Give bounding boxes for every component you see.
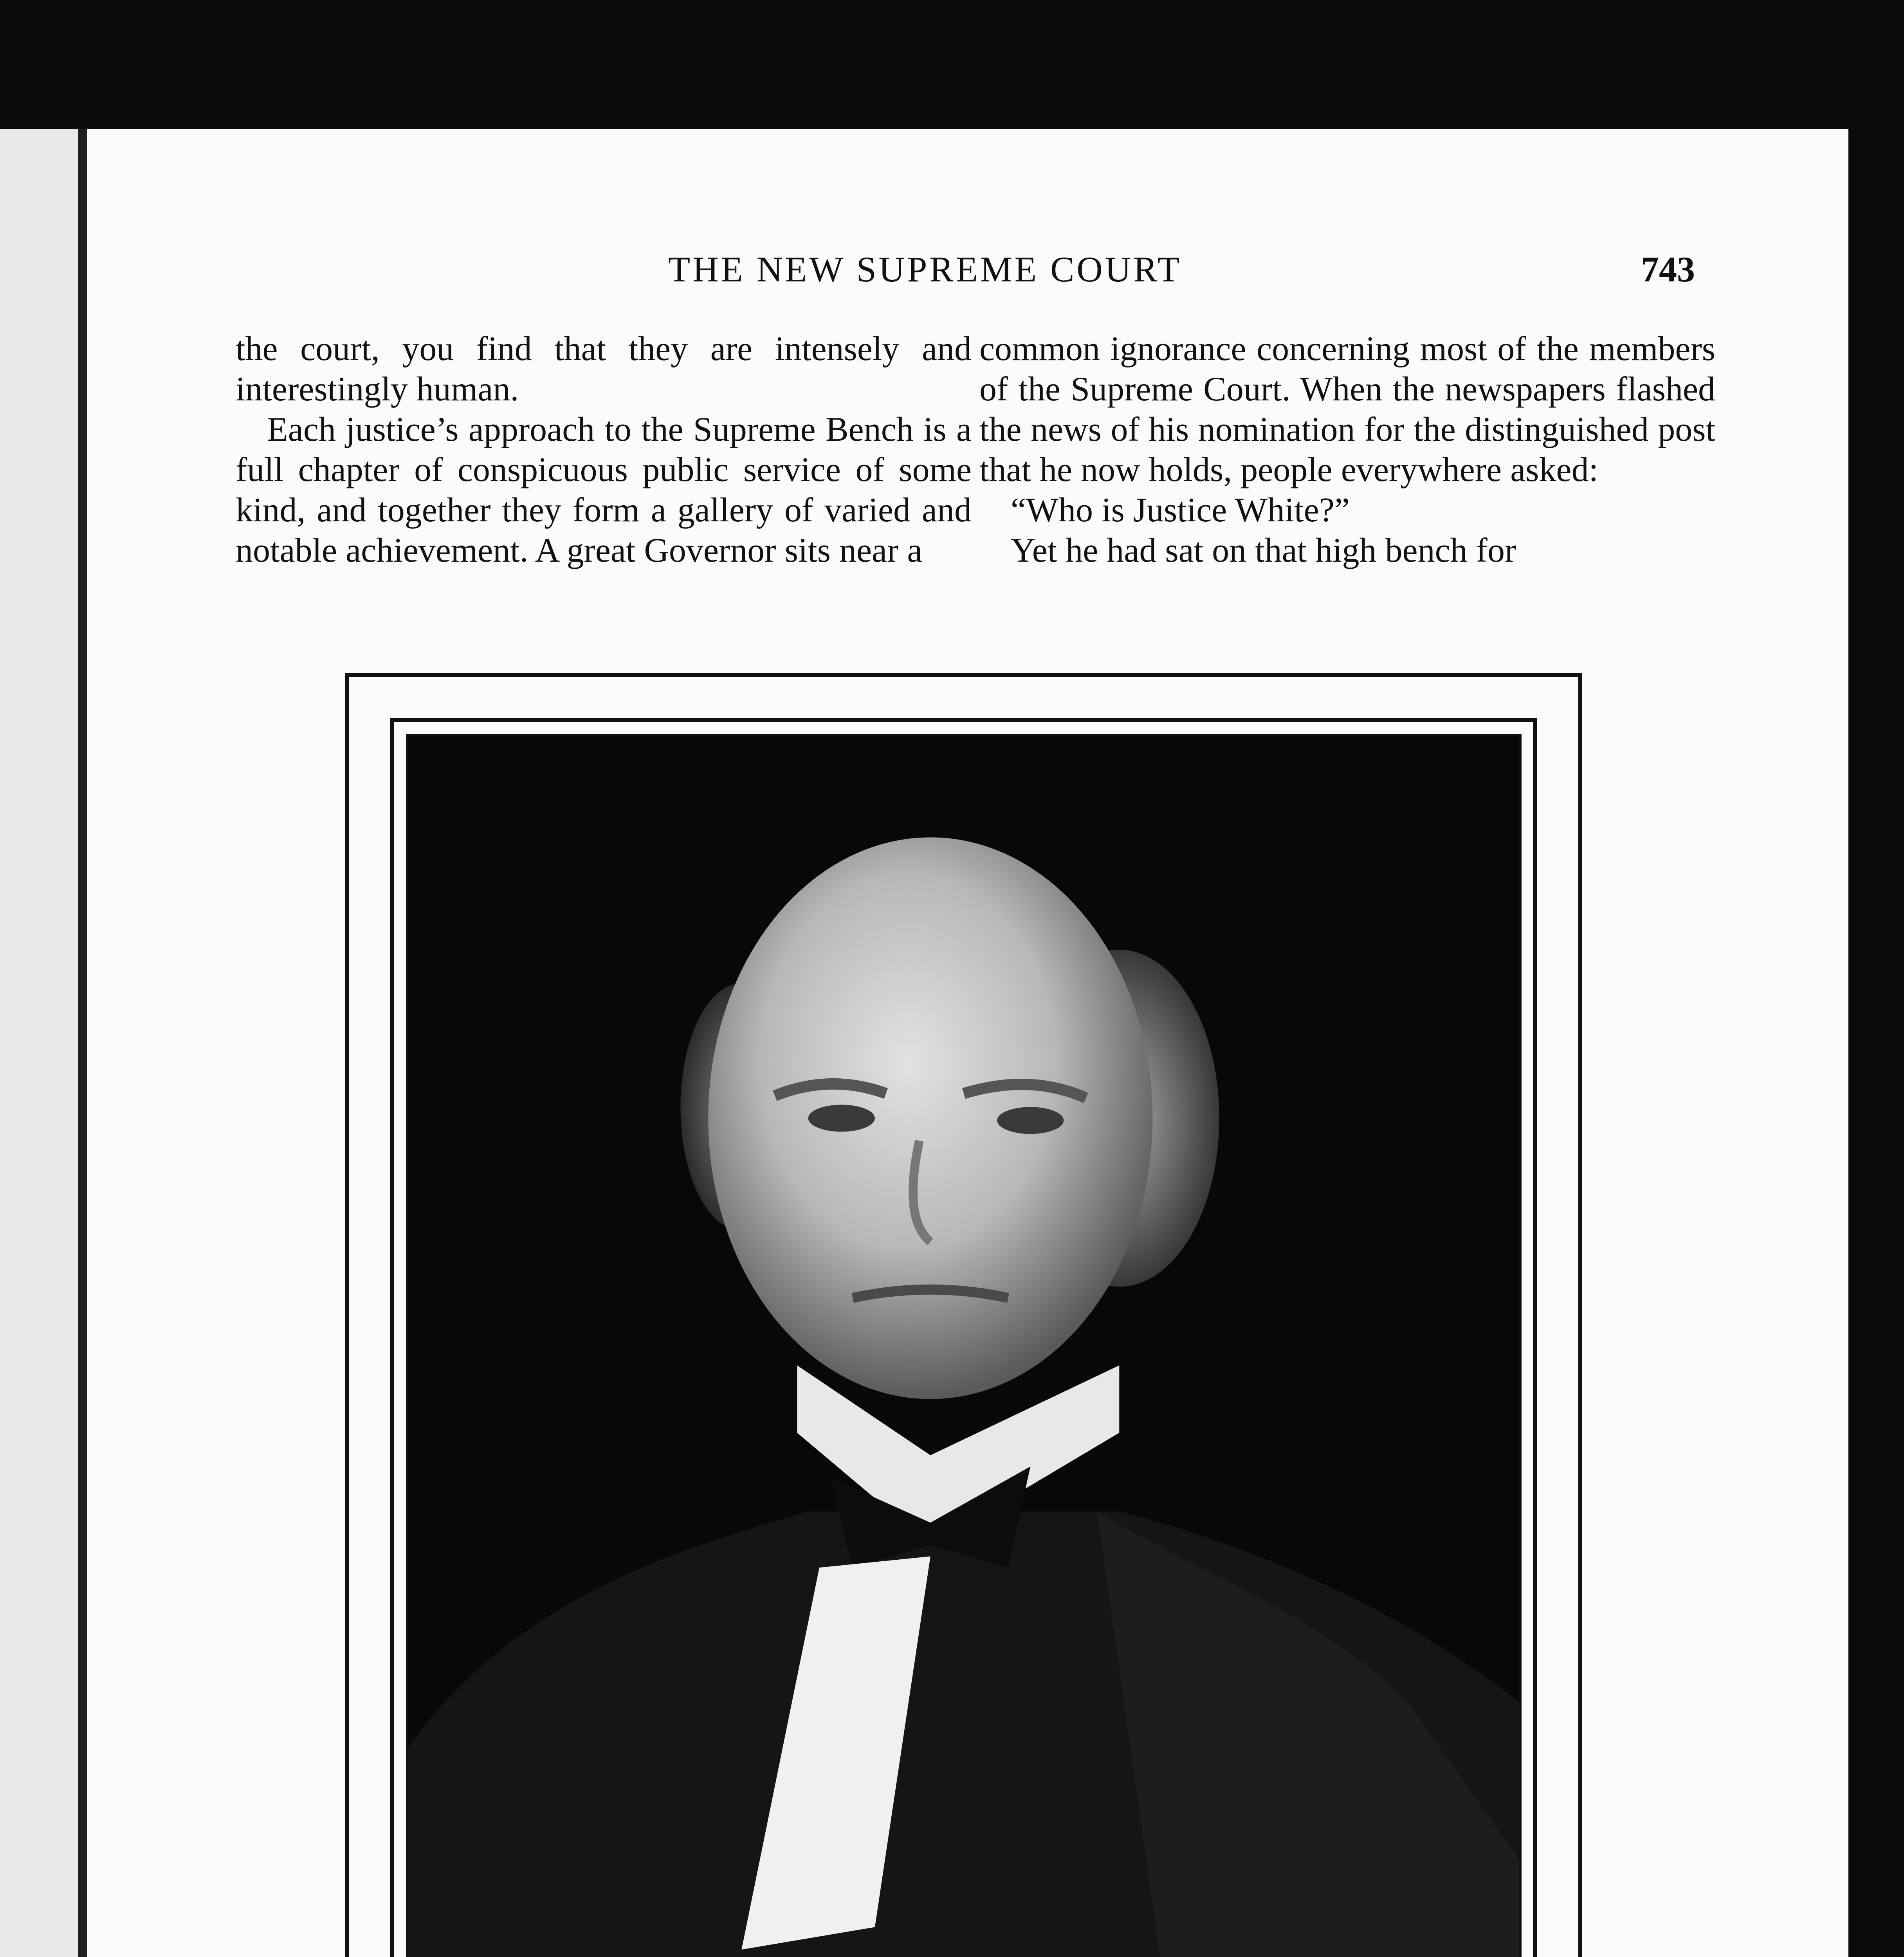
page-header — [87, 249, 1848, 299]
top-left-column — [236, 329, 972, 571]
paragraph: Each justice’s approach to the Supreme Bench is a full chapter of conspicuous public service of some kind, and together they form a gallery of varied and notable achievement. A great Governor sits near a — [236, 411, 972, 569]
top-right-column — [979, 329, 1715, 571]
paragraph: common ignorance concerning most of the members of the Supreme Court. When the newspapers flashed the news of his nomination for the distinguished post that he now holds, people everywhere asked: — [979, 330, 1715, 489]
portrait-inner-frame — [390, 718, 1537, 1957]
magazine-page — [78, 129, 1848, 1957]
paragraph: “Who is Justice White?” — [1011, 491, 1350, 529]
portrait-illustration — [408, 736, 1519, 1957]
paragraph: the court, you find that they are intensely and interestingly human. — [236, 330, 972, 408]
portrait-frame — [345, 673, 1582, 1957]
page-number: 743 — [1641, 249, 1695, 289]
paragraph: Yet he had sat on that high bench for — [1011, 532, 1516, 569]
portrait-photograph — [408, 736, 1519, 1957]
running-head: THE NEW SUPREME COURT — [668, 249, 1182, 289]
